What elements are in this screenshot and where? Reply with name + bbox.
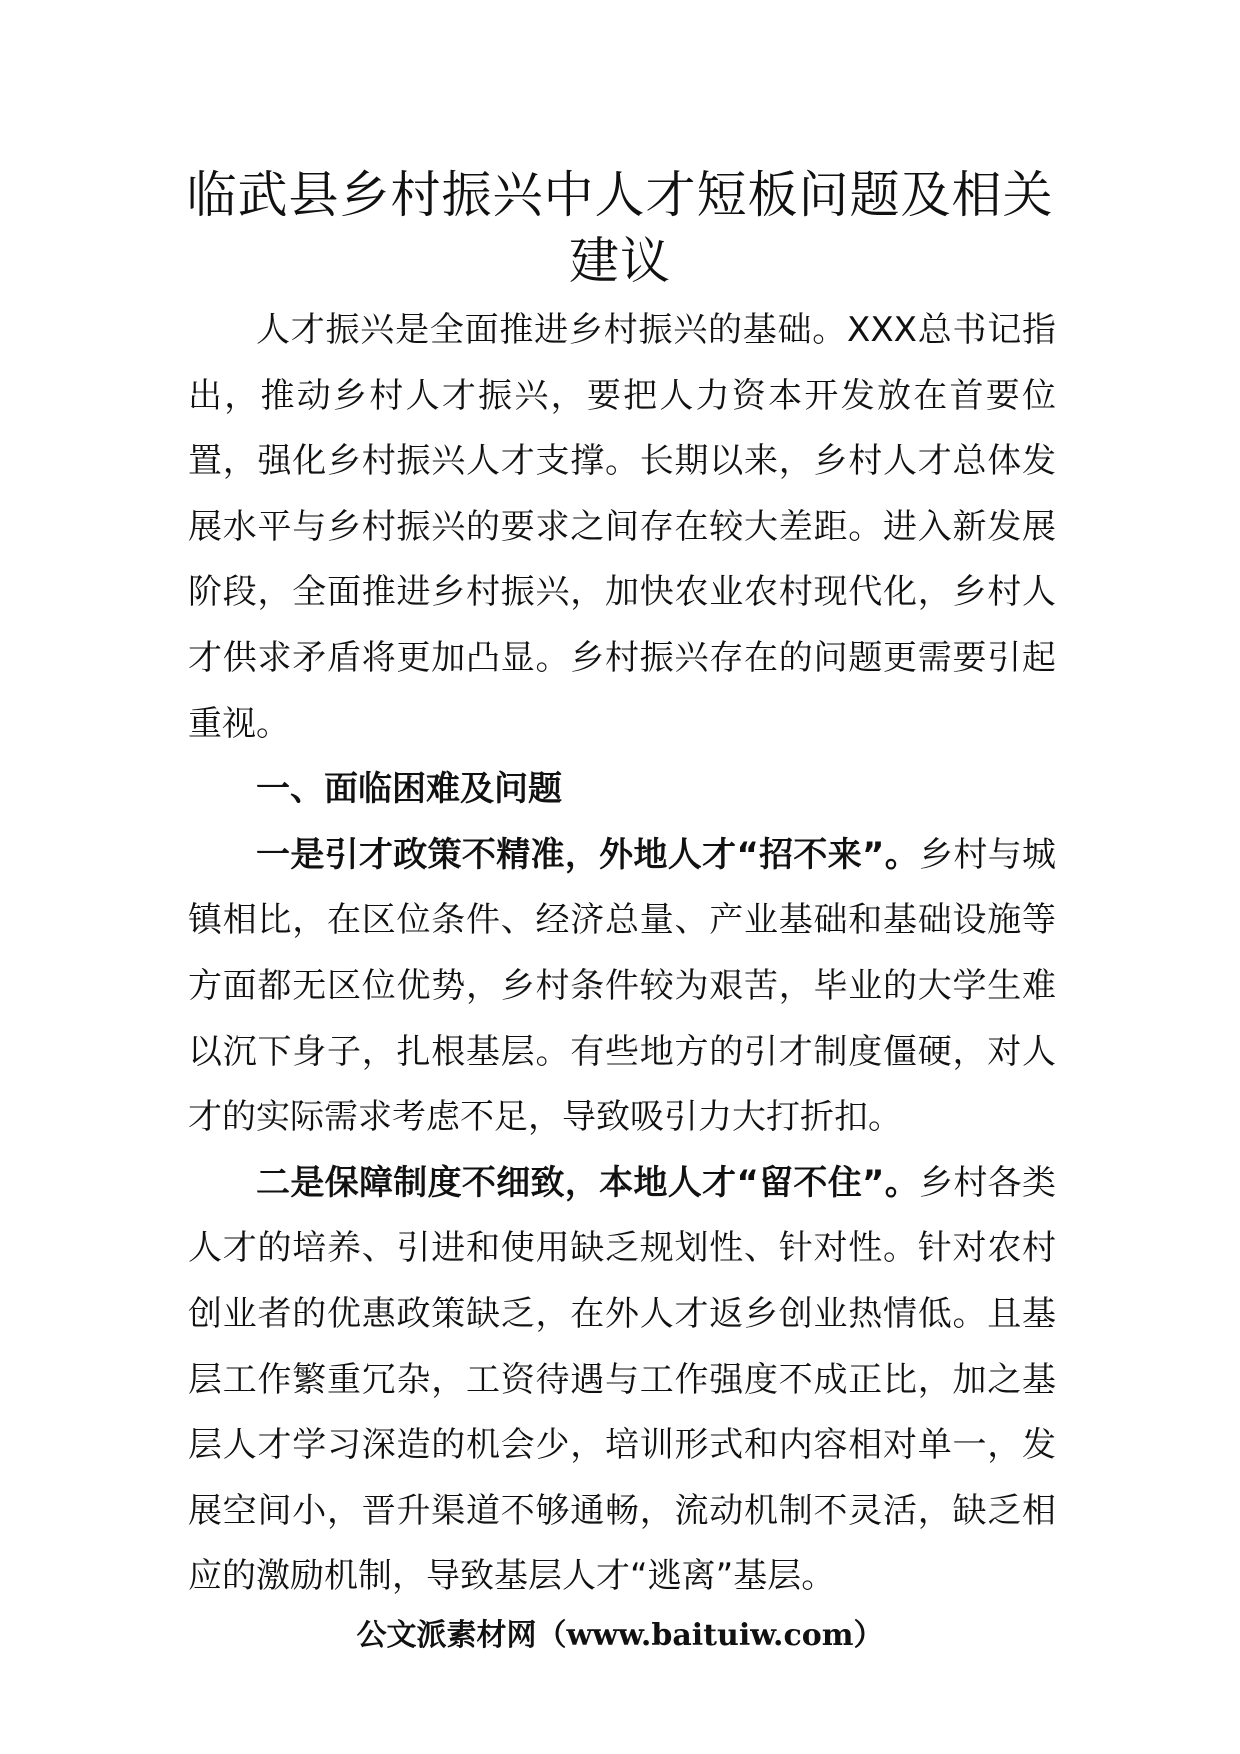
point-one-text: 乡村与城镇相比，在区位条件、经济总量、产业基础和基础设施等方面都无区位优势，乡村条件较为艰苦，毕业的大学生难以沉下身子，扎根基层。有些地方的引才制度僵硬，对人才的实际需求考虑不足，导致吸引力大打折扣。 [188,834,1056,1138]
point-two-lead: 二是保障制度不细致，本地人才“留不住”。 [256,1162,920,1203]
point-one-paragraph [188,823,1056,1151]
document-body [188,298,1056,1610]
intro-paragraph: 人才振兴是全面推进乡村振兴的基础。XXX总书记指出，推动乡村人才振兴，要把人力资本开发放在首要位置，强化乡村振兴人才支撑。长期以来，乡村人才总体发展水平与乡村振兴的要求之间存在较大差距。进入新发展阶段，全面推进乡村振兴，加快农业农村现代化，乡村人才供求矛盾将更加凸显。乡村振兴存在的问题更需要引起重视。 [188,310,1056,744]
section-heading: 一、面临困难及问题 [256,769,562,810]
footer-watermark: 公文派素材网（www.baituiw.com） [356,1618,884,1653]
point-two-paragraph [188,1151,1056,1610]
point-one-lead: 一是引才政策不精准，外地人才“招不来”。 [256,834,920,875]
document-title: 临武县乡村振兴中人才短板问题及相关建议 [186,166,1054,290]
point-two-text: 乡村各类人才的培养、引进和使用缺乏规划性、针对性。针对农村创业者的优惠政策缺乏，在外人才返乡创业热情低。且基层工作繁重冗杂，工资待遇与工作强度不成正比，加之基层人才学习深造的机会少，培训形式和内容相对单一，发展空间小，晋升渠道不够通畅，流动机制不灵活，缺乏相应的激励机制，导致基层人才“逃离”基层。 [188,1162,1056,1597]
